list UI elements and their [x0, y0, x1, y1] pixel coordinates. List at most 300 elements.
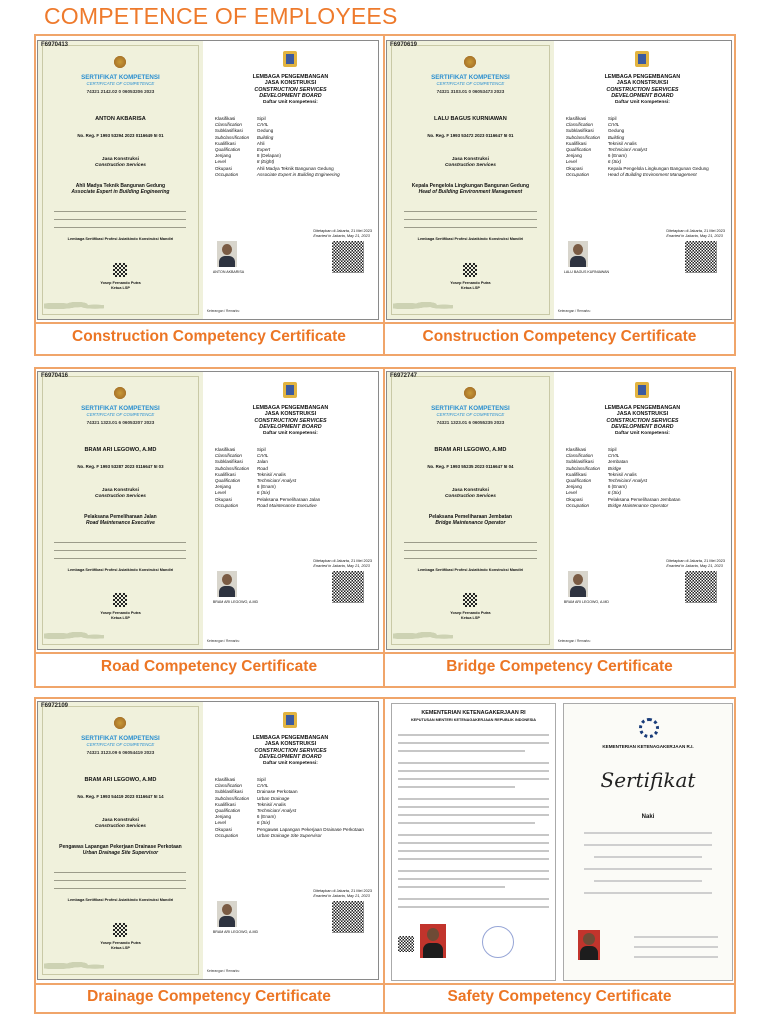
document-line: [398, 878, 549, 880]
text-line: [404, 219, 537, 220]
photo-caption: BRAM ARI LEGOWO, A.MD: [212, 600, 259, 604]
enactment-date: [313, 229, 372, 239]
indonesia-map-watermark: [44, 959, 104, 973]
board-line-1: LEMBAGA PENGEMBANGAN: [604, 405, 681, 411]
holder-name: ANTON AKBARISA: [95, 116, 146, 122]
document-line: [398, 850, 549, 852]
enactment-date-id: Ditetapkan di Jakarta, 21 Mei 2023: [666, 229, 725, 233]
label-classification: Classification: [214, 453, 242, 459]
value-klasifikasi: Sipil: [607, 447, 617, 452]
document-line: [398, 770, 549, 772]
remarks: Keterangan / Remarks:: [557, 639, 591, 643]
label-subklasifikasi: Subklasifikasi: [214, 128, 243, 134]
field-id: Jasa Konstruksi: [101, 488, 139, 493]
value-subklasifikasi: Gedung: [607, 128, 625, 134]
holder-photo: [568, 241, 588, 267]
label-kualifikasi: Kualifikasi: [214, 140, 236, 146]
value-qualification: Technician/ Analyst: [256, 478, 297, 484]
board-line-3: CONSTRUCTION SERVICES: [254, 747, 327, 754]
document-line: [594, 856, 702, 858]
job-en: Urban Drainage Site Supervisor: [82, 850, 159, 856]
caption-road: Road Competency Certificate: [100, 658, 318, 675]
board-line-2: JASA KONSTRUKSI: [264, 80, 317, 87]
field-en: Construction Services: [444, 163, 496, 168]
value-classification: CIVIL: [607, 453, 620, 459]
signature-qr: [463, 593, 477, 607]
field-en: Construction Services: [94, 163, 146, 168]
document-line: [634, 956, 718, 958]
board-line-1: LEMBAGA PENGEMBANGAN: [252, 735, 329, 741]
board-line-3: CONSTRUCTION SERVICES: [606, 417, 679, 424]
document-line: [594, 880, 702, 882]
text-line: [54, 211, 186, 212]
certificate-number: 74321 3103.01 0 06053473 2023: [436, 89, 505, 94]
field-name: [38, 818, 203, 830]
enactment-date-id: Ditetapkan di Jakarta, 21 Mei 2023: [313, 889, 372, 893]
field-name: [38, 157, 203, 169]
label-classification: Classification: [214, 783, 242, 789]
job-title: [38, 514, 203, 526]
value-subclassification: Bridge: [607, 465, 622, 471]
remarks: Keterangan / Remarks:: [206, 969, 240, 973]
value-jenjang: 6 (Enam): [607, 484, 627, 490]
value-jenjang: 6 (Enam): [256, 814, 276, 820]
caption-bridge: Bridge Competency Certificate: [446, 658, 673, 675]
label-level: Level: [214, 490, 226, 496]
value-occupation: Road Maintenance Executive: [256, 502, 317, 508]
safety-certificate: [391, 703, 733, 981]
value-level: 6 (Six): [607, 490, 622, 496]
value-classification: CIVIL: [256, 453, 269, 459]
label-kualifikasi: Kualifikasi: [565, 140, 587, 146]
certificate-back: [554, 41, 731, 319]
signatory-name: Yosep Fernando Putra: [450, 281, 491, 285]
competency-units-heading: Daftar Unit Kompetensi:: [263, 100, 318, 105]
label-jenjang: Jenjang: [214, 153, 231, 159]
text-line: [54, 550, 186, 551]
document-line: [584, 832, 712, 834]
caption-drainage: Drainage Competency Certificate: [87, 988, 331, 1005]
board-line-1: LEMBAGA PENGEMBANGAN: [252, 405, 329, 411]
board-line-2: JASA KONSTRUKSI: [616, 411, 669, 418]
registration-number: No. Reg. F 1993 53472 2023 0116647 5I 01: [427, 133, 514, 138]
value-okupasi: Pelaksana Pemeliharaan Jembatan: [607, 496, 681, 502]
label-classification: Classification: [565, 453, 593, 459]
certificate-subtitle: CERTIFICATE OF COMPETENCE: [86, 742, 155, 747]
certificate-back: [554, 372, 731, 649]
label-kualifikasi: Kualifikasi: [214, 471, 236, 477]
board-heading: [203, 735, 378, 761]
board-heading: [554, 405, 731, 431]
value-okupasi: Ahli Madya Teknik Bangunan Gedung: [256, 165, 334, 171]
label-subklasifikasi: Subklasifikasi: [565, 128, 594, 134]
holder-photo: [568, 571, 588, 597]
document-line: [398, 886, 505, 888]
document-line: [634, 946, 718, 948]
caption-construction-2: Construction Competency Certificate: [422, 328, 697, 345]
job-id: Pelaksana Pemeliharaan Jalan: [84, 514, 157, 520]
label-okupasi: Okupasi: [214, 826, 232, 832]
label-klasifikasi: Klasifikasi: [214, 116, 236, 121]
job-id: Ahli Madya Teknik Bangunan Gedung: [75, 183, 166, 189]
document-line: [584, 844, 712, 846]
label-occupation: Occupation: [565, 171, 590, 177]
text-line: [54, 227, 186, 228]
value-klasifikasi: Sipil: [256, 116, 266, 121]
label-okupasi: Okupasi: [565, 496, 583, 502]
label-occupation: Occupation: [214, 171, 239, 177]
document-line: [398, 806, 549, 808]
holder-photo: [217, 241, 237, 267]
lsp-name: Lembaga Sertifikasi Profesi Asiatkindo Konstruksi Mandiri: [67, 568, 174, 572]
text-line: [54, 542, 186, 543]
label-okupasi: Okupasi: [214, 165, 232, 171]
board-heading: [554, 74, 731, 100]
text-line: [54, 880, 186, 881]
document-line: [398, 842, 549, 844]
text-line: [404, 542, 537, 543]
document-line: [398, 834, 549, 836]
safety-sert-photo: [578, 930, 600, 960]
field-name: [387, 488, 554, 500]
holder-name: BRAM ARI LEGOWO, A.MD: [84, 777, 157, 783]
certificate-front: [387, 372, 555, 649]
field-name: [387, 157, 554, 169]
value-kualifikasi: Ahli: [256, 140, 265, 146]
document-line: [398, 858, 549, 860]
value-subclassification: Building: [607, 134, 625, 140]
value-klasifikasi: Sipil: [607, 116, 617, 121]
photo-caption: LALU BAGUS KURNIAWAN: [563, 270, 610, 274]
job-id: Pelaksana Pemeliharaan Jembatan: [428, 514, 512, 520]
value-occupation: Bridge Maintenance Operator: [607, 502, 669, 508]
label-subclassification: Subclassification: [565, 134, 601, 140]
certificate-serial: F6970413: [41, 42, 69, 48]
board-line-3: CONSTRUCTION SERVICES: [254, 417, 327, 424]
label-level: Level: [565, 159, 577, 165]
competency-certificate: [386, 40, 732, 320]
certificate-back: [203, 41, 378, 319]
competency-units-heading: Daftar Unit Kompetensi:: [263, 431, 318, 436]
board-line-4: DEVELOPMENT BOARD: [611, 424, 674, 431]
value-jenjang: 8 (Delapan): [256, 153, 281, 159]
signatory-name: Yosep Fernando Putra: [100, 611, 141, 615]
field-name: [38, 488, 203, 500]
certificate-serial: F6970619: [390, 42, 418, 48]
enactment-date: [666, 559, 725, 569]
registration-number: No. Reg. F 1993 54419 2023 0116647 5I 14: [77, 794, 164, 799]
certificate-back: [203, 702, 378, 979]
signature-qr: [463, 263, 477, 277]
certificate-number: 74321 2142.02 0 06053206 2023: [86, 89, 155, 94]
value-occupation: Head of Building Environment Management: [607, 171, 697, 177]
page-title: COMPETENCE OF EMPLOYEES: [44, 3, 398, 29]
competency-certificate: [37, 701, 379, 980]
label-classification: Classification: [214, 122, 242, 128]
competency-certificate: [37, 371, 379, 650]
document-line: [634, 936, 718, 938]
document-line: [398, 762, 549, 764]
value-subklasifikasi: Jembatan: [607, 459, 629, 465]
board-line-4: DEVELOPMENT BOARD: [259, 93, 322, 100]
value-occupation: Associate Expert in Building Engineering: [256, 171, 340, 177]
certificate-subtitle: CERTIFICATE OF COMPETENCE: [86, 412, 155, 417]
document-line: [398, 742, 549, 744]
document-line: [398, 750, 525, 752]
value-subclassification: Building: [256, 134, 274, 140]
indonesia-map-watermark: [393, 629, 453, 643]
value-kualifikasi: Teknisi/ Analis: [256, 471, 286, 477]
signatory-role: Ketua LSP: [110, 286, 130, 290]
signature-qr: [113, 923, 127, 937]
value-qualification: Expert: [256, 147, 271, 153]
value-kualifikasi: Teknisi/ Analis: [607, 140, 637, 146]
photo-caption: BRAM ARI LEGOWO, A.MD: [212, 930, 259, 934]
safety-sertifikat-page: [563, 703, 733, 981]
signatory-name: Yosep Fernando Putra: [100, 281, 141, 285]
enactment-date: [666, 229, 725, 239]
value-classification: CIVIL: [256, 122, 269, 128]
label-subklasifikasi: Subklasifikasi: [565, 459, 594, 465]
certificate-number: 74321 1323.01 6 06055235 2023: [436, 420, 505, 425]
lsp-name: Lembaga Sertifikasi Profesi Asiatkindo Konstruksi Mandiri: [67, 237, 174, 241]
signature-qr: [113, 593, 127, 607]
job-en: Associate Expert in Building Engineering: [71, 189, 170, 195]
safety-ministry-heading: KEMENTERIAN KETENAGAKERJAAN RI: [421, 710, 526, 716]
board-line-1: LEMBAGA PENGEMBANGAN: [252, 74, 329, 80]
safety-sert-title: Sertifikat: [600, 768, 696, 792]
label-level: Level: [214, 820, 226, 826]
registration-number: No. Reg. F 1993 55235 2023 0116647 5I 04: [427, 464, 514, 469]
value-subklasifikasi: Jalan: [256, 459, 268, 465]
value-subclassification: Road: [256, 465, 268, 471]
safety-qr: [398, 936, 414, 952]
certificate-serial: F6972747: [390, 373, 418, 379]
lpjk-logo-icon: [283, 712, 297, 728]
enactment-date-id: Ditetapkan di Jakarta, 21 Mei 2023: [313, 559, 372, 563]
field-id: Jasa Konstruksi: [101, 818, 139, 823]
competency-units-heading: Daftar Unit Kompetensi:: [614, 431, 670, 436]
certificate-serial: F6972109: [41, 703, 69, 709]
value-qualification: Technician/ Analyst: [256, 808, 297, 814]
certificate-title: SERTIFIKAT KOMPETENSI: [81, 405, 160, 412]
enactment-date-en: Enacted in Jakarta, May 21, 2023: [666, 564, 723, 568]
label-subklasifikasi: Subklasifikasi: [214, 789, 243, 795]
value-level: 6 (Six): [256, 820, 271, 826]
document-line: [398, 870, 549, 872]
field-en: Construction Services: [94, 824, 146, 829]
label-qualification: Qualification: [565, 147, 592, 153]
document-line: [398, 798, 549, 800]
signatory-role: Ketua LSP: [460, 286, 480, 290]
safety-seal: [482, 926, 514, 958]
text-line: [404, 211, 537, 212]
remarks: Keterangan / Remarks:: [206, 639, 240, 643]
competency-certificate: [386, 371, 732, 650]
lsp-name: Lembaga Sertifikasi Profesi Asiatkindo Konstruksi Mandiri: [417, 237, 524, 241]
board-line-2: JASA KONSTRUKSI: [264, 741, 317, 748]
text-line: [404, 227, 537, 228]
board-heading: [203, 405, 378, 431]
safety-sert-name: Naki: [641, 814, 655, 820]
enactment-date: [313, 559, 372, 569]
lpjk-logo-icon: [635, 51, 649, 67]
safety-sert-ministry: KEMENTERIAN KETENAGAKERJAAN R.I.: [602, 744, 694, 749]
text-line: [404, 550, 537, 551]
enactment-date: [313, 889, 372, 899]
value-subklasifikasi: Drainase Perkotaan: [256, 789, 298, 795]
label-occupation: Occupation: [214, 832, 239, 838]
document-line: [398, 814, 549, 816]
certificate-subtitle: CERTIFICATE OF COMPETENCE: [436, 412, 505, 417]
certificate-front: [38, 702, 204, 979]
caption-safety: Safety Competency Certificate: [447, 988, 672, 1005]
label-occupation: Occupation: [565, 502, 590, 508]
holder-name: BRAM ARI LEGOWO, A.MD: [434, 447, 507, 453]
value-qualification: Technician/ Analyst: [607, 478, 648, 484]
value-klasifikasi: Sipil: [256, 777, 266, 782]
board-line-3: CONSTRUCTION SERVICES: [254, 86, 327, 93]
document-line: [584, 868, 712, 870]
enactment-date-en: Enacted in Jakarta, May 21, 2023: [313, 564, 370, 568]
board-line-2: JASA KONSTRUKSI: [616, 80, 669, 87]
signatory-name: Yosep Fernando Putra: [100, 941, 141, 945]
label-jenjang: Jenjang: [214, 814, 231, 820]
value-classification: CIVIL: [607, 122, 620, 128]
label-occupation: Occupation: [214, 502, 239, 508]
verification-qr: [332, 571, 364, 603]
board-heading: [203, 74, 378, 100]
board-line-1: LEMBAGA PENGEMBANGAN: [604, 74, 681, 80]
competency-units-heading: Daftar Unit Kompetensi:: [614, 100, 670, 105]
label-kualifikasi: Kualifikasi: [214, 801, 236, 807]
value-klasifikasi: Sipil: [256, 447, 266, 452]
job-id: Pengawas Lapangan Pekerjaan Drainase Perkotaan: [59, 844, 182, 850]
holder-photo: [217, 571, 237, 597]
safety-photo: [420, 924, 446, 958]
field-id: Jasa Konstruksi: [101, 157, 139, 162]
label-klasifikasi: Klasifikasi: [565, 447, 587, 452]
text-line: [54, 888, 186, 889]
value-kualifikasi: Teknisi/ Analis: [256, 801, 286, 807]
grid-divider-middle-caption: [34, 652, 736, 654]
label-okupasi: Okupasi: [565, 165, 583, 171]
certificate-back: [203, 372, 378, 649]
label-okupasi: Okupasi: [214, 496, 232, 502]
signatory-role: Ketua LSP: [110, 946, 130, 950]
safety-decree-heading: KEPUTUSAN MENTERI KETENAGAKERJAAN REPUBLIK INDONESIA: [410, 718, 537, 722]
indonesia-map-watermark: [44, 629, 104, 643]
certificate-subtitle: CERTIFICATE OF COMPETENCE: [86, 81, 155, 86]
document-line: [398, 734, 549, 736]
holder-name: BRAM ARI LEGOWO, A.MD: [84, 447, 157, 453]
text-line: [54, 558, 186, 559]
board-line-3: CONSTRUCTION SERVICES: [606, 86, 679, 93]
job-en: Road Maintenance Executive: [85, 520, 155, 526]
field-en: Construction Services: [444, 494, 496, 499]
value-classification: CIVIL: [256, 783, 269, 789]
photo-caption: BRAM ARI LEGOWO, A.MD: [563, 600, 609, 604]
certificate-number: 74321 1323.01 6 06053207 2023: [86, 420, 155, 425]
grid-divider-top: [383, 34, 385, 356]
indonesia-map-watermark: [44, 299, 104, 313]
value-occupation: Urban Drainage Site Supervisor: [256, 832, 322, 838]
label-qualification: Qualification: [565, 478, 592, 484]
grid-divider-middle: [383, 367, 385, 688]
verification-qr: [332, 241, 364, 273]
job-title: [38, 844, 203, 856]
signatory-role: Ketua LSP: [110, 616, 130, 620]
remarks: Keterangan / Remarks:: [206, 309, 240, 313]
label-klasifikasi: Klasifikasi: [214, 447, 236, 452]
photo-caption: ANTON AKBARISA: [212, 270, 245, 274]
certificate-title: SERTIFIKAT KOMPETENSI: [81, 735, 160, 742]
enactment-date-id: Ditetapkan di Jakarta, 21 Mei 2023: [666, 559, 725, 563]
certificate-front: [387, 41, 555, 319]
registration-number: No. Reg. F 1993 53287 2023 0116647 5I 03: [77, 464, 164, 469]
document-line: [584, 892, 712, 894]
lpjk-logo-icon: [283, 51, 297, 67]
label-qualification: Qualification: [214, 808, 241, 814]
certificate-number: 74321 3123.09 6 06054419 2023: [86, 750, 155, 755]
signatory-name: Yosep Fernando Putra: [450, 611, 491, 615]
holder-name: LALU BAGUS KURNIAWAN: [434, 116, 507, 122]
document-line: [398, 906, 549, 908]
label-qualification: Qualification: [214, 478, 241, 484]
enactment-date-en: Enacted in Jakarta, May 21, 2023: [313, 894, 370, 898]
certificate-details: [566, 447, 725, 509]
certificate-title: SERTIFIKAT KOMPETENSI: [431, 74, 510, 81]
lpjk-logo-icon: [635, 382, 649, 398]
text-line: [54, 872, 186, 873]
value-level: 6 (Six): [607, 159, 622, 165]
value-okupasi: Pelaksana Pemeliharaan Jalan: [256, 496, 321, 502]
remarks: Keterangan / Remarks:: [557, 309, 591, 313]
label-subclassification: Subclassification: [214, 465, 250, 471]
enactment-date-en: Enacted in Jakarta, May 21, 2023: [313, 234, 370, 238]
value-level: 6 (Six): [256, 490, 271, 496]
signatory-role: Ketua LSP: [460, 616, 480, 620]
certificate-details: [215, 447, 372, 509]
job-id: Kepala Pengelola Lingkungan Bangunan Gedung: [411, 183, 530, 189]
text-line: [54, 219, 186, 220]
job-en: Head of Building Environment Management: [418, 189, 523, 195]
certificate-front: [38, 41, 204, 319]
value-level: 8 (Eight): [256, 159, 275, 165]
label-jenjang: Jenjang: [565, 484, 582, 490]
enactment-date-id: Ditetapkan di Jakarta, 21 Mei 2023: [313, 229, 372, 233]
board-line-4: DEVELOPMENT BOARD: [259, 754, 322, 761]
label-klasifikasi: Klasifikasi: [214, 777, 236, 782]
document-line: [398, 898, 549, 900]
label-subclassification: Subclassification: [214, 134, 250, 140]
document-line: [398, 778, 549, 780]
label-subclassification: Subclassification: [565, 465, 601, 471]
verification-qr: [332, 901, 364, 933]
indonesia-map-watermark: [393, 299, 453, 313]
verification-qr: [685, 241, 717, 273]
label-qualification: Qualification: [214, 147, 241, 153]
lsp-name: Lembaga Sertifikasi Profesi Asiatkindo Konstruksi Mandiri: [67, 898, 174, 902]
label-level: Level: [214, 159, 226, 165]
job-title: [387, 183, 554, 195]
job-en: Bridge Maintenance Operator: [435, 520, 506, 526]
label-classification: Classification: [565, 122, 593, 128]
safety-decree-document: [391, 703, 556, 981]
value-jenjang: 6 (Enam): [607, 153, 627, 159]
document-line: [398, 786, 515, 788]
text-line: [404, 558, 537, 559]
